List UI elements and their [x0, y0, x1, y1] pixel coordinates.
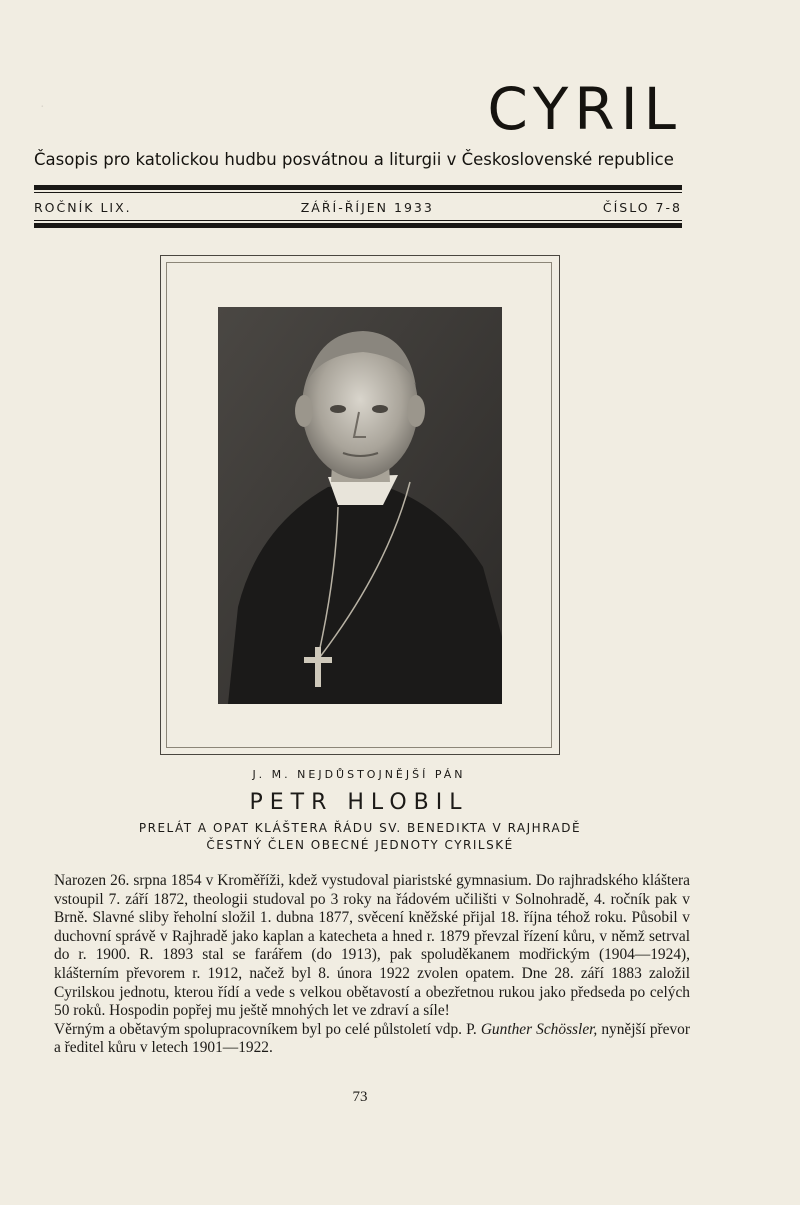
- volume-label: ROČNÍK LIX.: [34, 200, 132, 215]
- collaborator-name: Gunther Schössler,: [480, 1020, 598, 1038]
- paragraph-2-end: nynější převor a ředitel kůru v letech 1901—1922.: [54, 1020, 691, 1057]
- issue-number: ČÍSLO 7-8: [602, 200, 682, 215]
- page-number: 73: [352, 1089, 368, 1105]
- bleed-through-texture: ·: [40, 100, 45, 115]
- biography-paragraph-1: Narozen 26. srpna 1854 v Kroměříži, kdež vystudoval piaristské gymnasium. Do rajhradského kláštera vstoupil 7. září 1872, theologii studoval po 3 roky na řádovém učilišti v Solnohradě, 4. ročník pak v Brně. Slavné sliby řeholní složil 1. dubna 1877, svěcení kněžské přijal 18. října téhož roku. Působil v duchovní správě v Rajhradě jako kaplan a katecheta a hned r. 1879 převzal řízení kůru, v němž setrval do r. 1900. R. 1893 stal se farářem (do 1913), pak spoluděkanem modřickým (1904—1924), klášterním převorem r. 1912, načež byl 8. února 1922 zvolen opatem. Dne 28. září 1883 založil Cyrilskou jednotu, kterou řídí a vede s velkou obětavostí a obezřetnou rukou jako předseda po celých 50 roků. Hospodin popřej mu ještě mnohých let ve zdraví a síle!: [54, 872, 690, 1020]
- masthead-rule-top-thin: [34, 192, 682, 193]
- masthead-rule-bottom-thin: [34, 220, 682, 221]
- portrait-honorific: J. M. NEJDŮSTOJNĚJŠÍ PÁN: [252, 768, 466, 781]
- issue-info-line: [34, 200, 682, 215]
- journal-title: CYRIL: [487, 75, 682, 143]
- biography-paragraph-2: [54, 1021, 690, 1058]
- portrait-name: PETR HLOBIL: [249, 790, 469, 815]
- issue-date: ZÁŘÍ-ŘÍJEN 1933: [300, 200, 434, 215]
- masthead-rule-top: [34, 185, 682, 190]
- portrait-role-line-1: PRELÁT A OPAT KLÁŠTERA ŘÁDU SV. BENEDIKTA V RAJHRADĚ: [138, 821, 582, 835]
- portrait-role-line-2: ČESTNÝ ČLEN OBECNÉ JEDNOTY CYRILSKÉ: [206, 838, 514, 852]
- masthead-rule-bottom: [34, 223, 682, 228]
- portrait-photo: [218, 307, 502, 704]
- portrait-image: [218, 307, 502, 704]
- biography-text: [54, 872, 690, 1058]
- paragraph-2-start: Věrným a obětavým spolupracovníkem byl po celé půlstoletí vdp. P.: [54, 1020, 481, 1038]
- journal-subtitle: Časopis pro katolickou hudbu posvátnou a liturgii v Československé republice: [34, 150, 674, 169]
